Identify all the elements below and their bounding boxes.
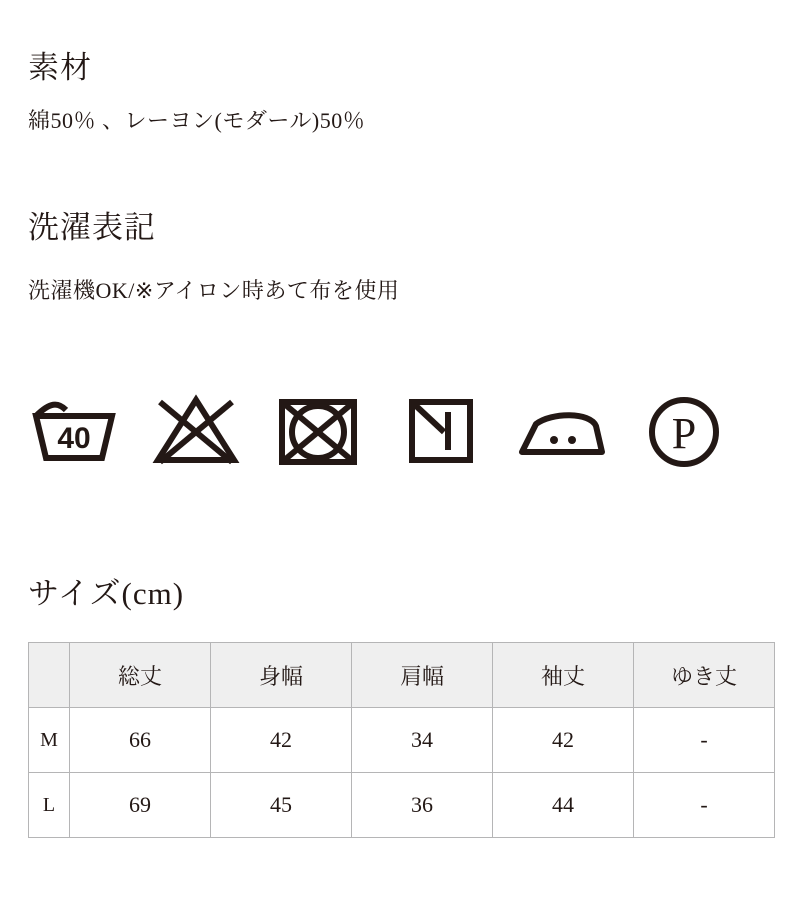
column-header-shoulder-width: 肩幅 bbox=[352, 643, 493, 708]
cell-m-body-width: 42 bbox=[211, 708, 352, 773]
column-header-body-width: 身幅 bbox=[211, 643, 352, 708]
column-header-yuki-length: ゆき丈 bbox=[634, 643, 775, 708]
care-text: 洗濯機OK/※アイロン時あて布を使用 bbox=[28, 278, 400, 303]
cell-l-body-width: 45 bbox=[211, 773, 352, 838]
dry-clean-letter: P bbox=[671, 409, 697, 458]
cell-l-sleeve-length: 44 bbox=[493, 773, 634, 838]
care-heading: 洗濯表記 bbox=[28, 210, 156, 245]
table-header-row bbox=[29, 643, 775, 708]
table-row bbox=[29, 773, 775, 838]
cell-m-shoulder-width: 34 bbox=[352, 708, 493, 773]
dry-clean-p-icon bbox=[634, 380, 734, 480]
care-symbol-row bbox=[24, 380, 754, 480]
cell-l-total-length: 69 bbox=[70, 773, 211, 838]
row-header-m: M bbox=[29, 708, 70, 773]
iron-medium-icon bbox=[512, 380, 612, 480]
size-table-body bbox=[29, 708, 775, 838]
drip-dry-in-shade-icon bbox=[390, 380, 490, 480]
cell-m-sleeve-length: 42 bbox=[493, 708, 634, 773]
row-header-l: L bbox=[29, 773, 70, 838]
cell-m-total-length: 66 bbox=[70, 708, 211, 773]
do-not-tumble-dry-icon bbox=[268, 380, 368, 480]
cell-l-shoulder-width: 36 bbox=[352, 773, 493, 838]
size-heading: サイズ(cm) bbox=[28, 576, 185, 611]
column-header-sleeve-length: 袖丈 bbox=[493, 643, 634, 708]
cell-m-yuki-length: - bbox=[634, 708, 775, 773]
table-row bbox=[29, 708, 775, 773]
table-corner-cell bbox=[29, 643, 70, 708]
do-not-bleach-icon bbox=[146, 380, 246, 480]
size-table-head bbox=[29, 643, 775, 708]
size-table-wrapper bbox=[28, 642, 772, 838]
wash-temp-label: 40 bbox=[57, 422, 91, 455]
material-text: 綿50％ 、レーヨン(モダール)50％ bbox=[28, 108, 366, 133]
size-table bbox=[28, 642, 775, 838]
cell-l-yuki-length: - bbox=[634, 773, 775, 838]
column-header-total-length: 総丈 bbox=[70, 643, 211, 708]
wash-40-icon bbox=[24, 380, 124, 480]
material-heading: 素材 bbox=[28, 50, 92, 85]
